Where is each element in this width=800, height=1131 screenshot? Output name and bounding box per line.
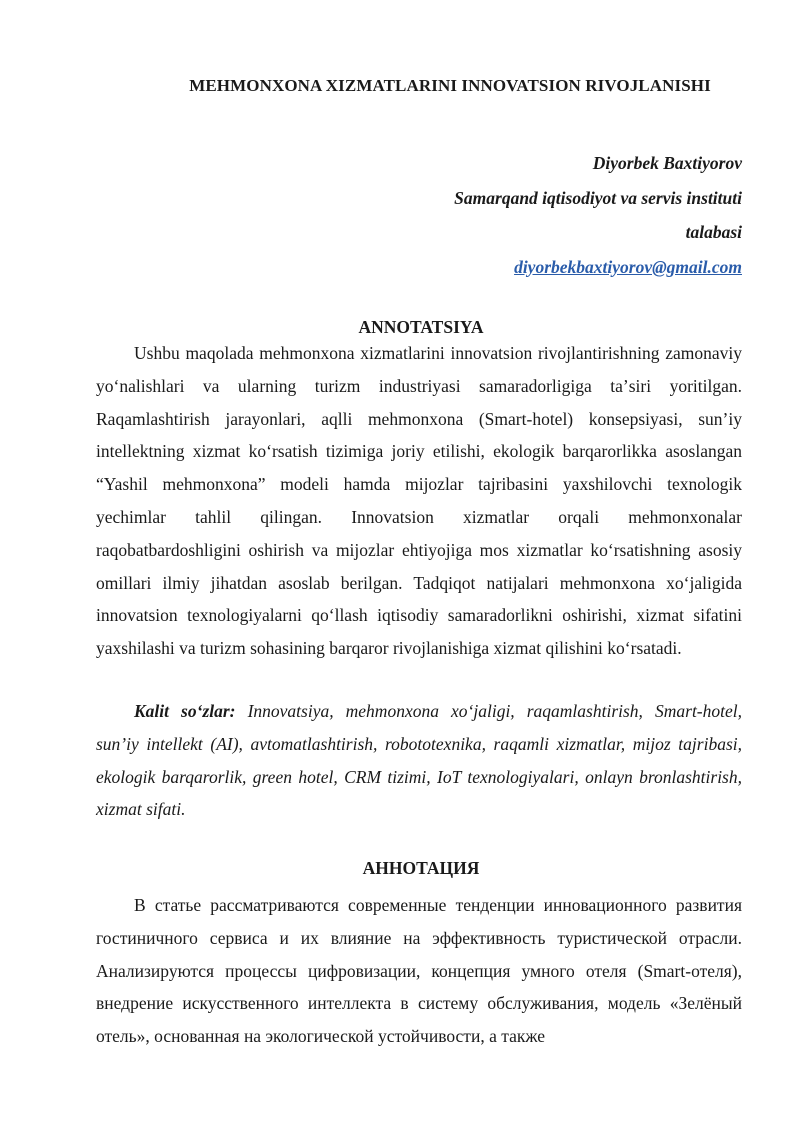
keywords-paragraph <box>96 695 742 826</box>
author-name: Diyorbek Baxtiyorov <box>592 153 742 173</box>
annotation-ru-heading: АННОТАЦИЯ <box>362 858 480 878</box>
annotation-ru-text: В статье рассматриваются современные тенденции инновационного развития гостиничного сервиса и их влияние на эффективность туристической отрасли. Анализируются процессы цифровизации, концепция умного отеля (Smart-отеля), внедрение искусственного интеллекта в систему обслуживания, модель «Зелёный отель», основанная на экологической устойчивости, а также <box>96 895 742 1047</box>
annotation-uz-heading: ANNOTATSIYA <box>358 317 484 337</box>
annotation-uz-text: Ushbu maqolada mehmonxona xizmatlarini innovatsion rivojlantirishning zamonaviy yoʻnalishlari va ularning turizm industriyasi samaradorligiga taʼsiri yoritilgan. Raqamlashtirish jarayonlari, aqlli mehmonxona (Smart-hotel) konsepsiyasi, sunʼiy intellektning xizmat koʻrsatish tizimiga joriy etilishi, ekologik barqarorlikka asoslangan “Yashil mehmonxona” modeli hamda mijozlar tajribasini yaxshilovchi texnologik yechimlar tahlil qilingan. Innovatsion xizmatlar orqali mehmonxonalar raqobatbardoshligini oshirish va mijozlar ehtiyojiga mos xizmatlar koʻrsatishning asosiy omillari ilmiy jihatdan asoslab berilgan. Tadqiqot natijalari mehmonxona xoʻjaligida innovatsion texnologiyalarni qoʻllash iqtisodiy samaradorlikni oshirishi, xizmat sifatini yaxshilashi va turizm sohasining barqaror rivojlanishiga xizmat qilishini koʻrsatadi. <box>96 343 742 659</box>
keywords-text: Innovatsiya, mehmonxona xoʻjaligi, raqamlashtirish, Smart-hotel, sunʼiy intellekt (AI), avtomatlashtirish, robototexnika, raqamli xizmatlar, mijoz tajribasi, ekologik barqarorlik, green hotel, CRM tizimi, IoT texnologiyalari, onlayn bronlashtirish, xizmat sifati. <box>96 701 742 820</box>
keywords-label: Kalit soʻzlar: <box>134 701 236 721</box>
author-email-link[interactable]: diyorbekbaxtiyorov@gmail.com <box>514 256 742 277</box>
author-institution: Samarqand iqtisodiyot va servis instituti <box>454 187 742 208</box>
author-block <box>454 146 742 284</box>
author-role: talabasi <box>685 222 742 242</box>
article-title: MEHMONXONA XIZMATLARINI INNOVATSION RIVOJLANISHI <box>189 76 711 95</box>
